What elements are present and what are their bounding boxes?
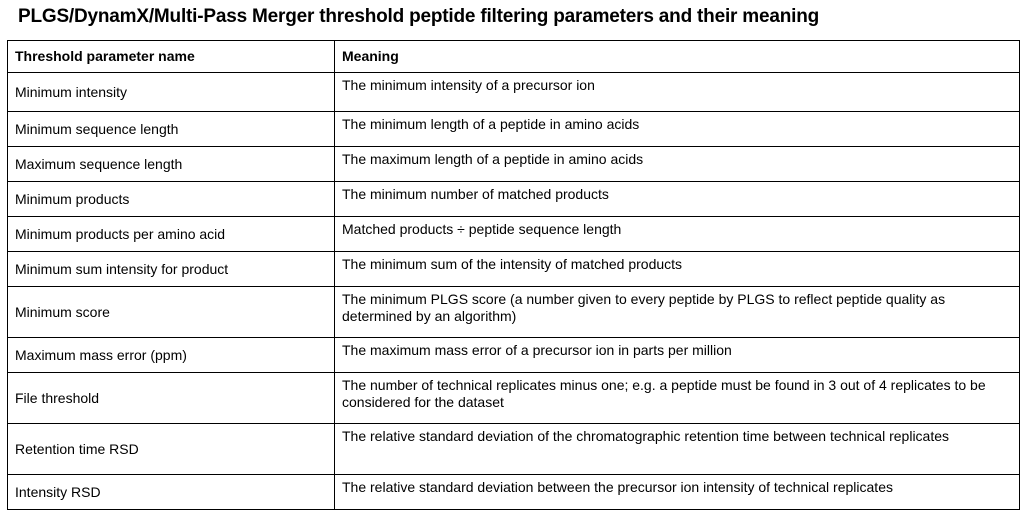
threshold-parameters-table <box>7 40 1020 510</box>
meaning-cell: The maximum length of a peptide in amino acids <box>335 147 1020 182</box>
meaning-cell: Matched products ÷ peptide sequence length <box>335 217 1020 252</box>
table-row <box>8 338 1020 373</box>
table-row <box>8 147 1020 182</box>
parameter-name-cell: Minimum sequence length <box>8 112 335 147</box>
table-row <box>8 252 1020 287</box>
meaning-cell: The number of technical replicates minus one; e.g. a peptide must be found in 3 out of 4 replicates to be considered for the dataset <box>335 373 1020 424</box>
table-header-row <box>8 41 1020 73</box>
meaning-cell: The minimum length of a peptide in amino acids <box>335 112 1020 147</box>
table-row <box>8 217 1020 252</box>
meaning-cell: The minimum sum of the intensity of matched products <box>335 252 1020 287</box>
meaning-cell: The relative standard deviation of the chromatographic retention time between technical replicates <box>335 424 1020 475</box>
table-row <box>8 112 1020 147</box>
parameter-name-cell: File threshold <box>8 373 335 424</box>
meaning-cell: The minimum number of matched products <box>335 182 1020 217</box>
parameter-name-cell: Minimum products <box>8 182 335 217</box>
meaning-cell: The minimum PLGS score (a number given to every peptide by PLGS to reflect peptide quality as determined by an algorithm) <box>335 287 1020 338</box>
parameter-name-cell: Maximum sequence length <box>8 147 335 182</box>
parameter-name-cell: Intensity RSD <box>8 475 335 510</box>
parameter-name-cell: Minimum sum intensity for product <box>8 252 335 287</box>
parameter-name-cell: Minimum products per amino acid <box>8 217 335 252</box>
table-row <box>8 475 1020 510</box>
parameter-name-cell: Maximum mass error (ppm) <box>8 338 335 373</box>
column-header-parameter-name: Threshold parameter name <box>8 41 335 73</box>
column-header-meaning: Meaning <box>335 41 1020 73</box>
meaning-cell: The relative standard deviation between the precursor ion intensity of technical replicates <box>335 475 1020 510</box>
table-row <box>8 287 1020 338</box>
meaning-cell: The minimum intensity of a precursor ion <box>335 73 1020 112</box>
table-row <box>8 73 1020 112</box>
table-row <box>8 182 1020 217</box>
parameter-name-cell: Minimum intensity <box>8 73 335 112</box>
parameter-name-cell: Minimum score <box>8 287 335 338</box>
table-row <box>8 373 1020 424</box>
table-row <box>8 424 1020 475</box>
parameter-name-cell: Retention time RSD <box>8 424 335 475</box>
meaning-cell: The maximum mass error of a precursor ion in parts per million <box>335 338 1020 373</box>
page-title: PLGS/DynamX/Multi-Pass Merger threshold peptide filtering parameters and their meaning <box>18 6 820 27</box>
